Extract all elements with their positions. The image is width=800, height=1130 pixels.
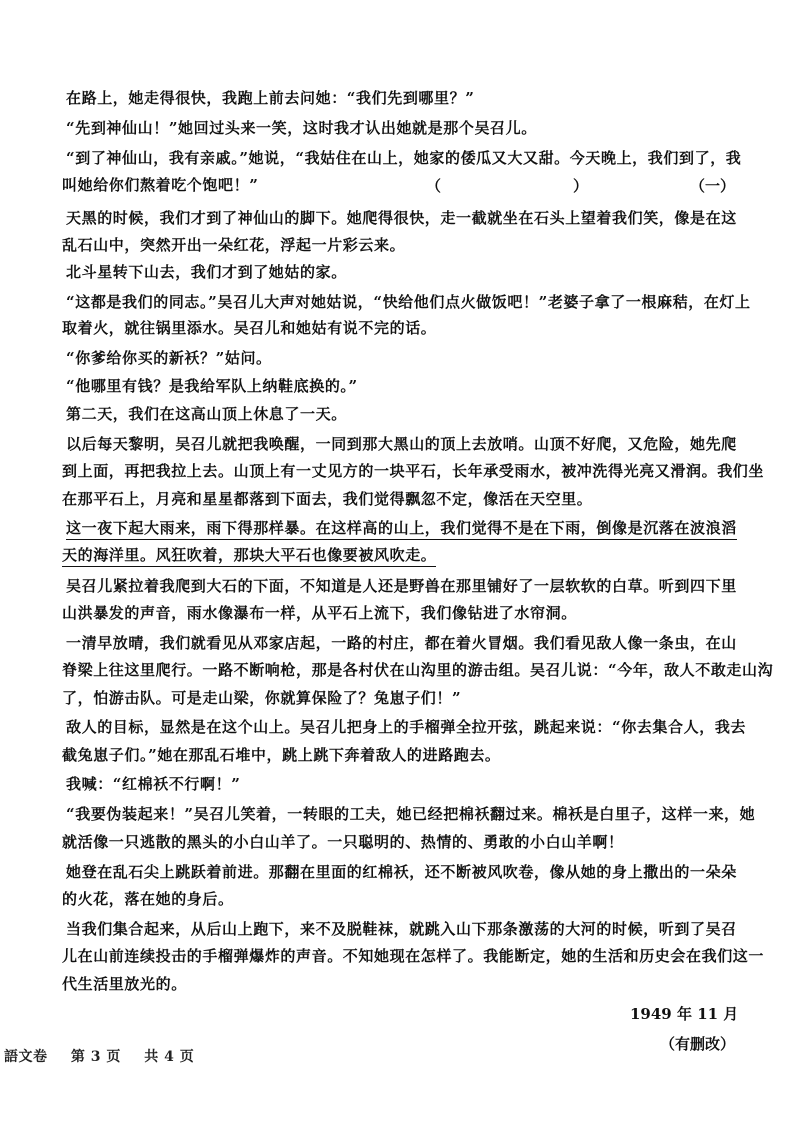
page-footer <box>4 1046 212 1066</box>
text-line: 代生活里放光的。 <box>62 975 187 993</box>
section-marker: （一） <box>690 177 736 195</box>
answer-open-paren: （ <box>426 177 442 195</box>
text-line: 乱石山中，突然开出一朵红花，浮起一片彩云来。 <box>62 236 406 254</box>
text-line: 了，怕游击队。可是走山梁，你就算保险了？兔崽子们！” <box>62 689 462 707</box>
text-line: 脊梁上往这里爬行。一路不断响枪，那是各村伏在山沟里的游击组。吴召儿说：“今年，敌人不敢走山沟 <box>62 661 774 679</box>
text-line: “到了神仙山，我有亲戚。”她说，“我姑住在山上，她家的倭瓜又大又甜。今天晚上，我们到了，我 <box>66 149 742 167</box>
text-line: 取着火，就往锅里添水。吴召儿和她姑有说不完的话。 <box>62 319 437 337</box>
text-line: “先到神仙山！”她回过头来一笑，这时我才认出她就是那个吴召儿。 <box>66 119 537 137</box>
text-line: 我喊：“红棉袄不行啊！” <box>66 775 241 793</box>
text-line: 在路上，她走得很快，我跑上前去问她：“我们先到哪里？” <box>66 89 475 107</box>
text-line: 叫她给你们熬着吃个饱吧！” <box>62 176 259 194</box>
text-line: “我要伪装起来！”吴召儿笑着，一转眼的工夫，她已经把棉袄翻过来。棉袄是白里子，这样一来，她 <box>66 805 756 823</box>
date-line: 1949 年 11 月 <box>630 1005 739 1023</box>
footer-subject: 語文卷 <box>4 1049 48 1065</box>
text-line: 到上面，再把我拉上去。山顶上有一丈见方的一块平石，长年承受雨水，被冲洗得光亮又滑润。我们坐 <box>62 462 765 480</box>
text-line: 敌人的目标，显然是在这个山上。吴召儿把身上的手榴弹全拉开弦，跳起来说：“你去集合人，我去 <box>66 718 747 736</box>
text-line: 一清早放晴，我们就看见从邓家店起，一路的村庄，都在着火冒烟。我们看见敌人像一条虫，在山 <box>66 634 737 652</box>
text-line: 第二天，我们在这高山顶上休息了一天。 <box>66 405 347 423</box>
text-line: 北斗星转下山去，我们才到了她姑的家。 <box>66 263 347 281</box>
answer-close-paren: ） <box>573 177 589 195</box>
text-line: 当我们集合起来，从后山上跑下，来不及脱鞋袜，就跳入山下那条激荡的大河的时候，听到了吴召 <box>66 920 737 938</box>
text-line: 吴召儿紧拉着我爬到大石的下面，不知道是人还是野兽在那里铺好了一层软软的白草。听到四下里 <box>66 577 737 595</box>
underlined-text-line: 天的海洋里。风狂吹着，那块大平石也像要被风吹走。 <box>62 545 436 567</box>
text-line: 以后每天黎明，吴召儿就把我唤醒，一同到那大黑山的顶上去放哨。山顶不好爬，又危险，她先爬 <box>66 435 737 453</box>
underlined-text-line: 这一夜下起大雨来，雨下得那样暴。在这样高的山上，我们觉得不是在下雨，倒像是沉落在波浪滔 <box>66 518 737 540</box>
text-line: 在那平石上，月亮和星星都落到下面去，我们觉得飘忽不定，像活在天空里。 <box>62 490 593 508</box>
text-line: 山洪暴发的声音，雨水像瀑布一样，从平石上流下，我们像钻进了水帘洞。 <box>62 604 577 622</box>
text-line: 就活像一只逃散的黑头的小白山羊了。一只聪明的、热情的、勇敢的小白山羊啊！ <box>62 833 624 851</box>
source-note: （有删改） <box>660 1035 736 1053</box>
footer-page: 第 3 页 <box>70 1049 121 1065</box>
text-line: 儿在山前连续投击的手榴弹爆炸的声音。不知她现在怎样了。我能断定，她的生活和历史会在我们这一 <box>62 947 765 965</box>
text-line: 的火花，落在她的身后。 <box>62 890 234 908</box>
text-line: 她登在乱石尖上跳跃着前进。那翻在里面的红棉袄，还不断被风吹卷，像从她的身上撒出的一朵朵 <box>66 863 737 881</box>
footer-total: 共 4 页 <box>144 1049 195 1065</box>
text-line: 天黑的时候，我们才到了神仙山的脚下。她爬得很快，走一截就坐在石头上望着我们笑，像是在这 <box>66 209 737 227</box>
text-line: “他哪里有钱？是我给军队上纳鞋底换的。” <box>66 377 358 395</box>
text-line: “你爹给你买的新袄？”姑问。 <box>66 349 272 367</box>
text-line: 截兔崽子们。”她在那乱石堆中，跳上跳下奔着敌人的进路跑去。 <box>62 746 501 764</box>
text-line: “这都是我们的同志。”吴召儿大声对她姑说，“快给他们点火做饭吧！”老婆子拿了一根麻秸，在灯上 <box>66 293 751 311</box>
